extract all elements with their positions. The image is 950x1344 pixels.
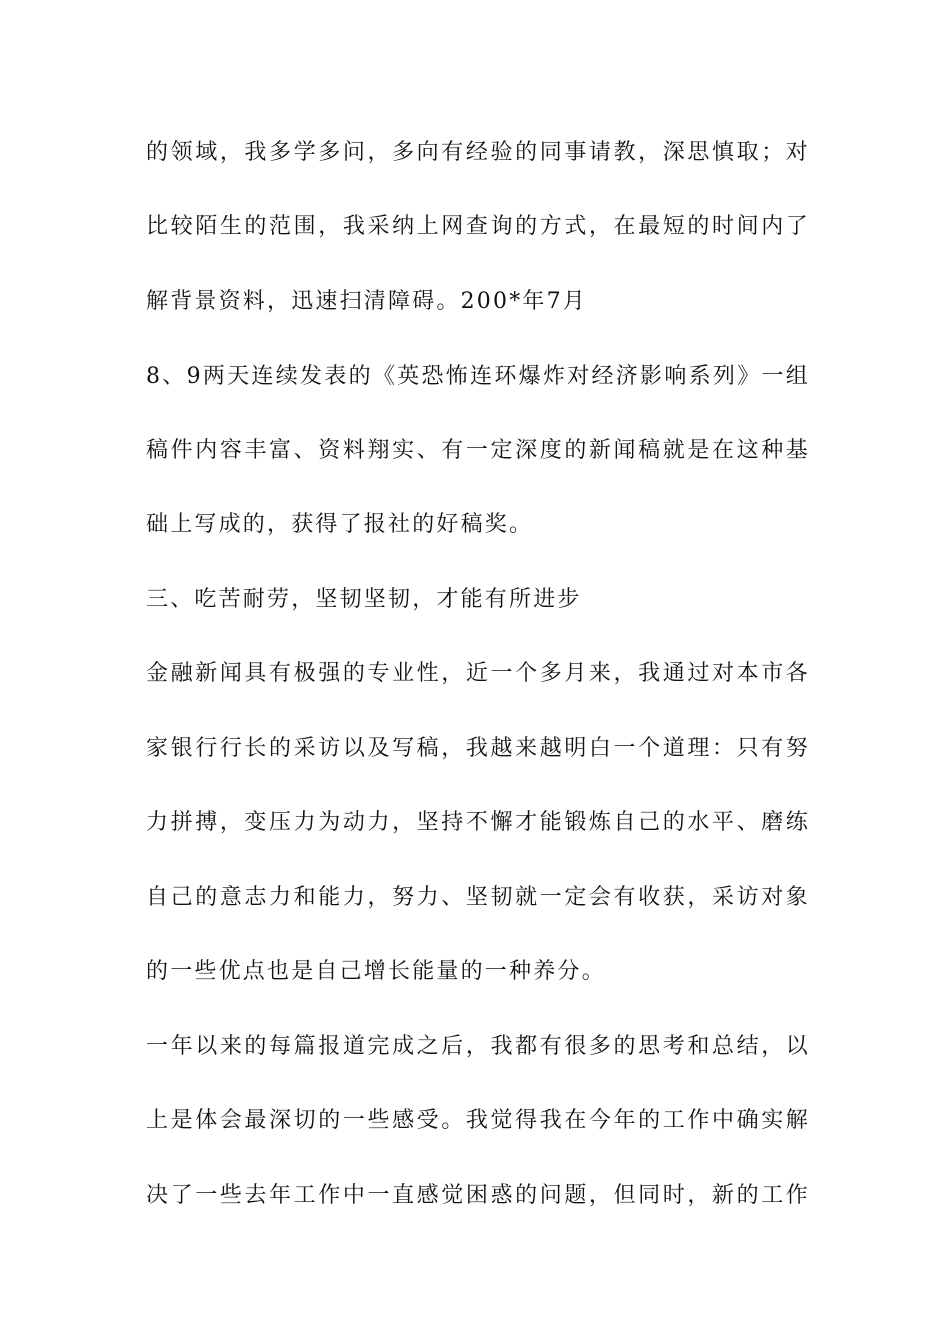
text-line: 自己的意志力和能力，努力、坚韧就一定会有收获，采访对象 bbox=[146, 885, 810, 910]
text-line: 金融新闻具有极强的专业性，近一个多月来，我通过对本市各 bbox=[146, 661, 810, 686]
text-line: 的一些优点也是自己增长能量的一种养分。 bbox=[146, 959, 606, 984]
text-line: 础上写成的，获得了报社的好稿奖。 bbox=[146, 512, 534, 537]
text-line: 稿件内容丰富、资料翔实、有一定深度的新闻稿就是在这种基 bbox=[146, 438, 810, 463]
text-line: 上是体会最深切的一些感受。我觉得我在今年的工作中确实解 bbox=[146, 1108, 810, 1133]
text-line: 的领域，我多学多问，多向有经验的同事请教，深思慎取；对 bbox=[146, 140, 810, 165]
text-line: 一年以来的每篇报道完成之后，我都有很多的思考和总结，以 bbox=[146, 1034, 810, 1059]
text-line: 家银行行长的采访以及写稿，我越来越明白一个道理：只有努 bbox=[146, 736, 810, 761]
text-line: 解背景资料，迅速扫清障碍。200*年7月 bbox=[146, 289, 587, 314]
section-heading: 三、吃苦耐劳，坚韧坚韧，才能有所进步 bbox=[146, 587, 582, 612]
text-line: 决了一些去年工作中一直感觉困惑的问题，但同时，新的工作 bbox=[146, 1183, 810, 1208]
text-line: 力拼搏，变压力为动力，坚持不懈才能锻炼自己的水平、磨练 bbox=[146, 810, 810, 835]
text-line: 8、9两天连续发表的《英恐怖连环爆炸对经济影响系列》一组 bbox=[146, 364, 810, 389]
text-line: 比较陌生的范围，我采纳上网查询的方式，在最短的时间内了 bbox=[146, 214, 810, 239]
